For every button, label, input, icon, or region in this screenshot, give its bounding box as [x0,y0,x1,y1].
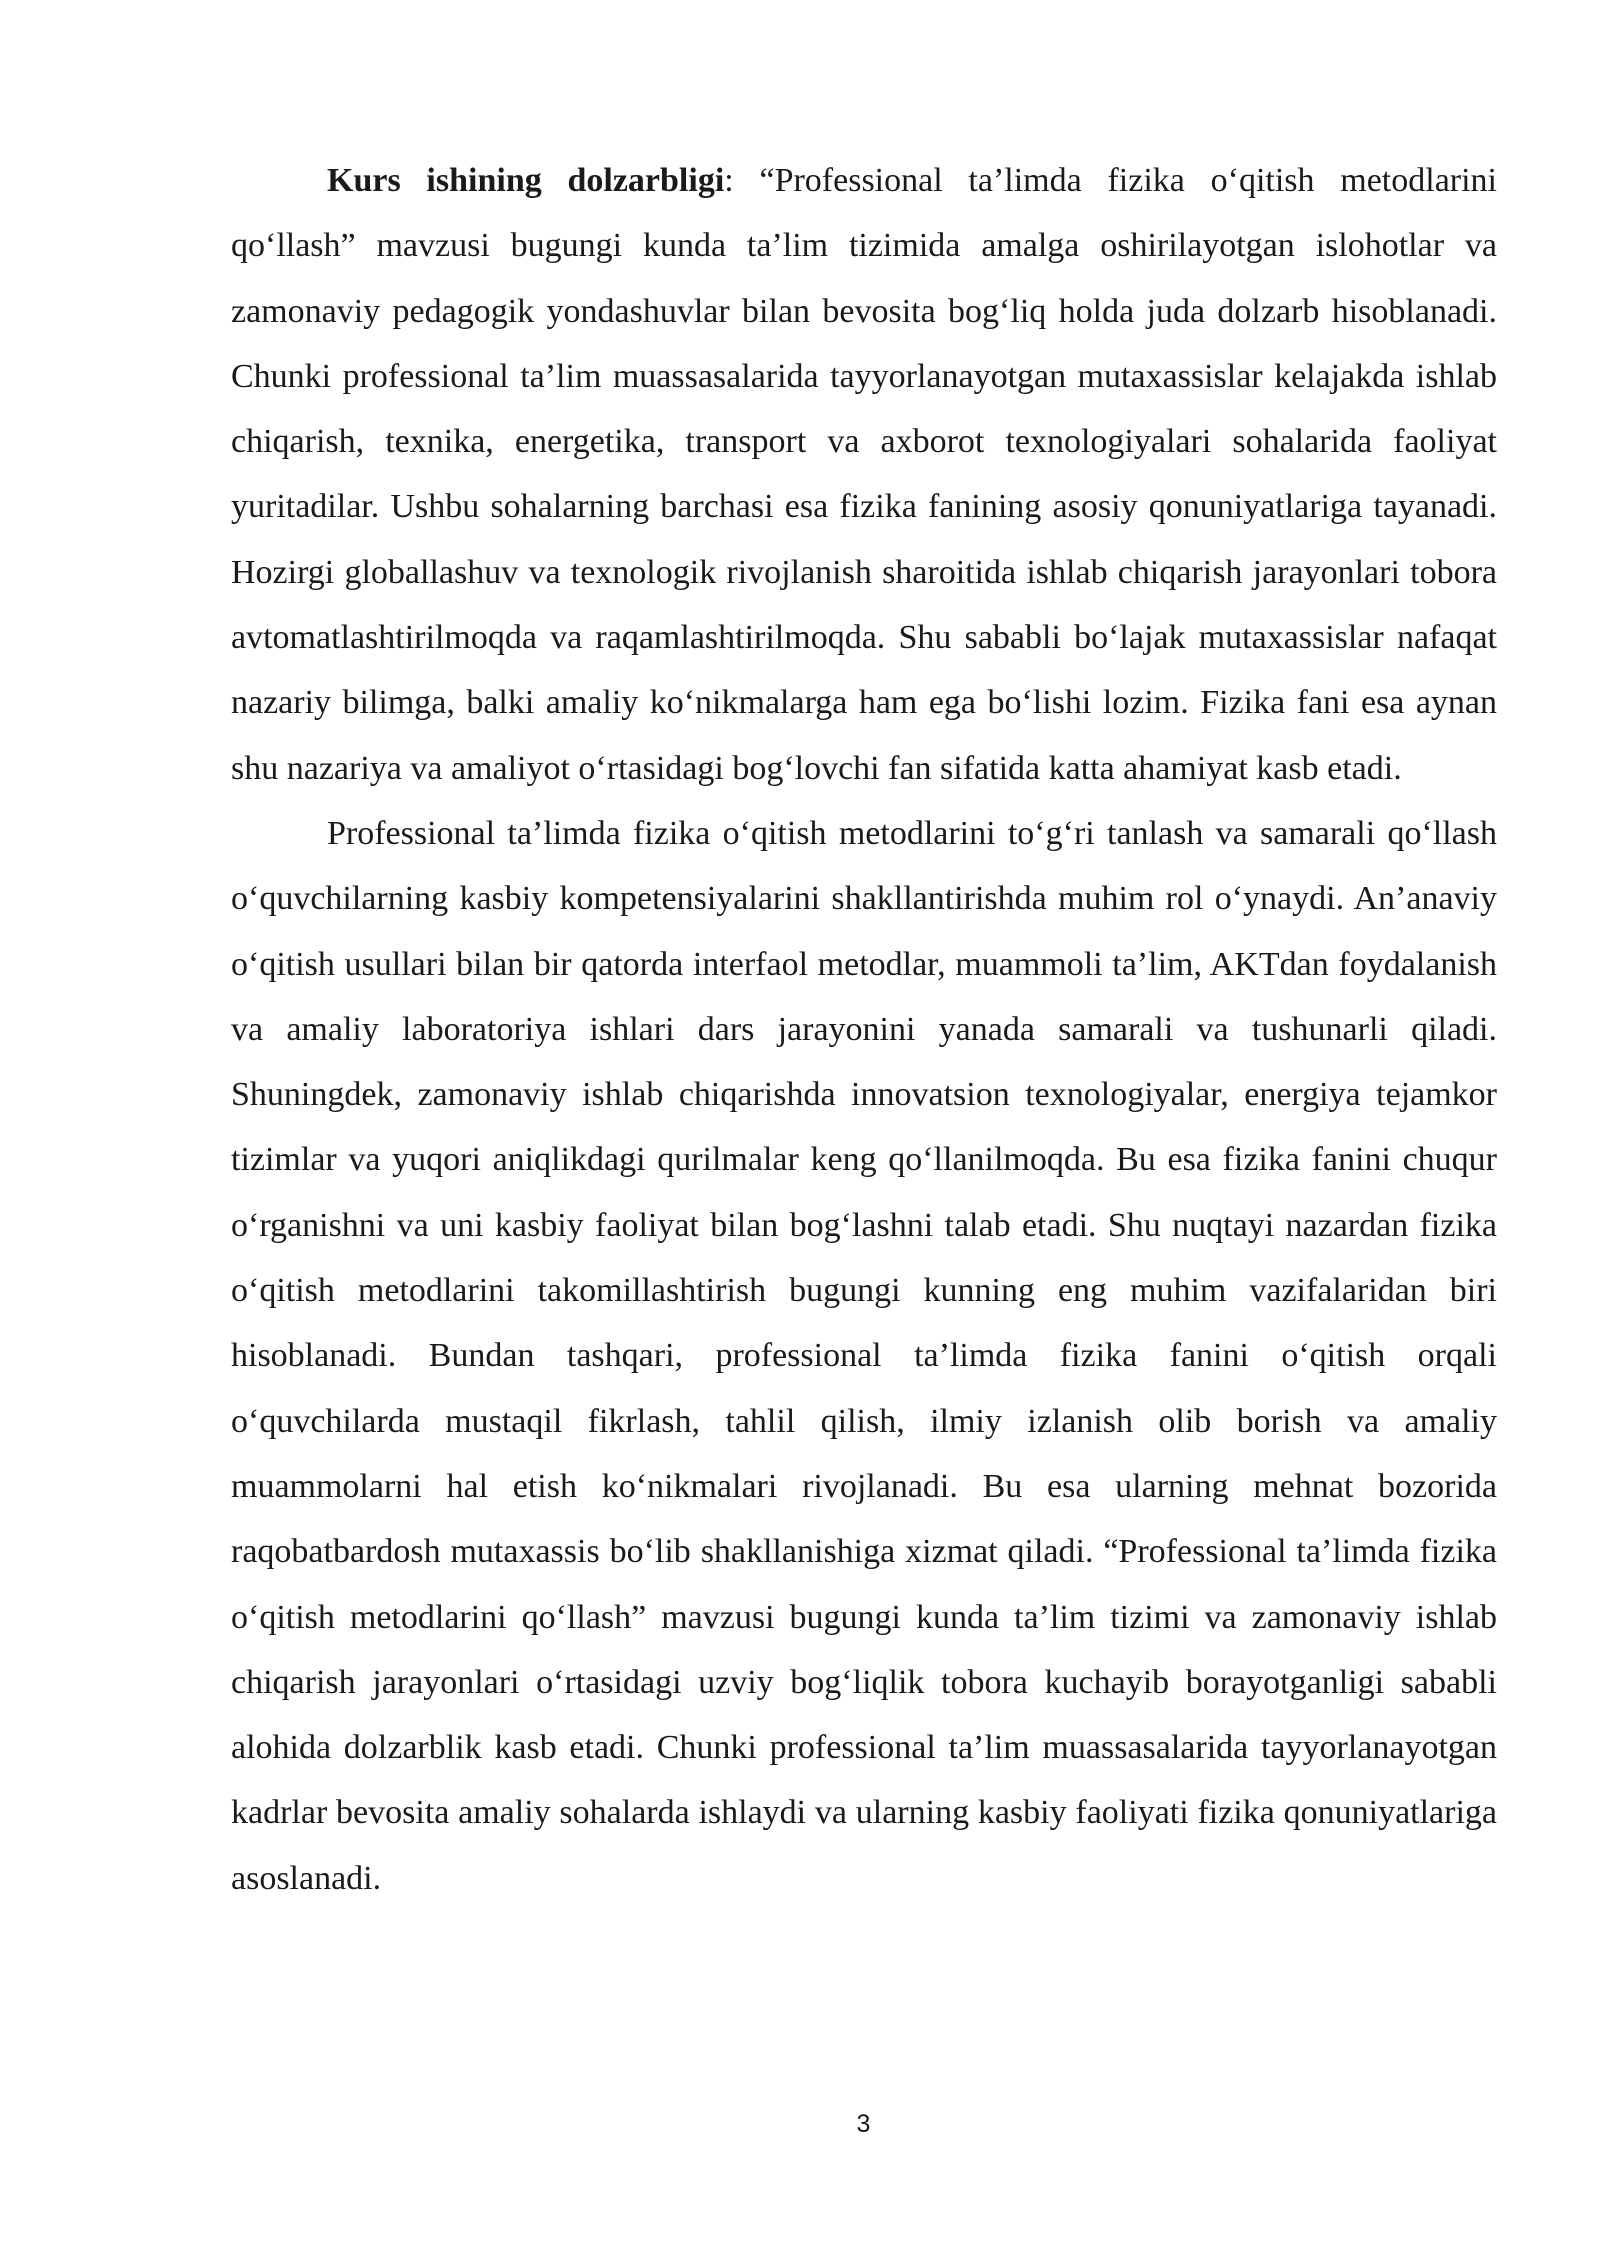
paragraph-relevance [231,148,1497,801]
section-heading: Kurs ishining dolzarbligi [327,162,725,199]
heading-colon: : [724,162,734,199]
paragraph-2: Professional ta’limda fizika o‘qitish metodlarini to‘g‘ri tanlash va samarali qo‘llash o‘quvchilarning kasbiy kompetensiyalarini shakllantirishda muhim rol o‘ynaydi. An’anaviy o‘qitish usullari bilan bir qatorda interfaol metodlar, muammoli ta’lim, AKTdan foydalanish va amaliy laboratoriya ishlari dars jarayonini yanada samarali va tushunarli qiladi. Shuningdek, zamonaviy ishlab chiqarishda innovatsion texnologiyalar, energiya tejamkor tizimlar va yuqori aniqlikdagi qurilmalar keng qo‘llanilmoqda. Bu esa fizika fanini chuqur o‘rganishni va uni kasbiy faoliyat bilan bog‘lashni talab etadi. Shu nuqtayi nazardan fizika o‘qitish metodlarini takomillashtirish bugungi kunning eng muhim vazifalaridan biri hisoblanadi. Bundan tashqari, professional ta’limda fizika fanini o‘qitish orqali o‘quvchilarda mustaqil fikrlash, tahlil qilish, ilmiy izlanish olib borish va amaliy muammolarni hal etish ko‘nikmalari rivojlanadi. Bu esa ularning mehnat bozorida raqobatbardosh mutaxassis bo‘lib shakllanishiga xizmat qiladi. “Professional ta’limda fizika o‘qitish metodlarini qo‘llash” mavzusi bugungi kunda ta’lim tizimi va zamonaviy ishlab chiqarish jarayonlari o‘rtasidagi uzviy bog‘liqlik tobora kuchayib borayotganligi sababli alohida dolzarblik kasb etadi. Chunki professional ta’lim muassasalarida tayyorlanayotgan kadrlar bevosita amaliy sohalarda ishlaydi va ularning kasbiy faoliyati fizika qonuniyatlariga asoslanadi. [231,814,1497,1897]
paragraph-1-text: “Professional ta’limda fizika o‘qitish metodlarini qo‘llash” mavzusi bugungi kunda ta’lim tizimida amalga oshirilayotgan islohotlar va zamonaviy pedagogik yondashuvlar bilan bevosita bog‘liq holda juda dolzarb hisoblanadi. Chunki professional ta’lim muassasalarida tayyorlanayotgan mutaxassislar kelajakda ishlab chiqarish, texnika, energetika, transport va axborot texnologiyalari sohalarida faoliyat yuritadilar. Ushbu sohalarning barchasi esa fizika fanining asosiy qonuniyatlariga tayanadi. Hozirgi globallashuv va texnologik rivojlanish sharoitida ishlab chiqarish jarayonlari tobora avtomatlashtirilmoqda va raqamlashtirilmoqda. Shu sababli bo‘lajak mutaxassislar nafaqat nazariy bilimga, balki amaliy ko‘nikmalarga ham ega bo‘lishi lozim. Fizika fani esa aynan shu nazariya va amaliyot o‘rtasidagi bog‘lovchi fan sifatida katta ahamiyat kasb etadi. [231,162,1498,787]
page-number: 3 [856,2110,871,2138]
body-text [231,148,1497,1911]
